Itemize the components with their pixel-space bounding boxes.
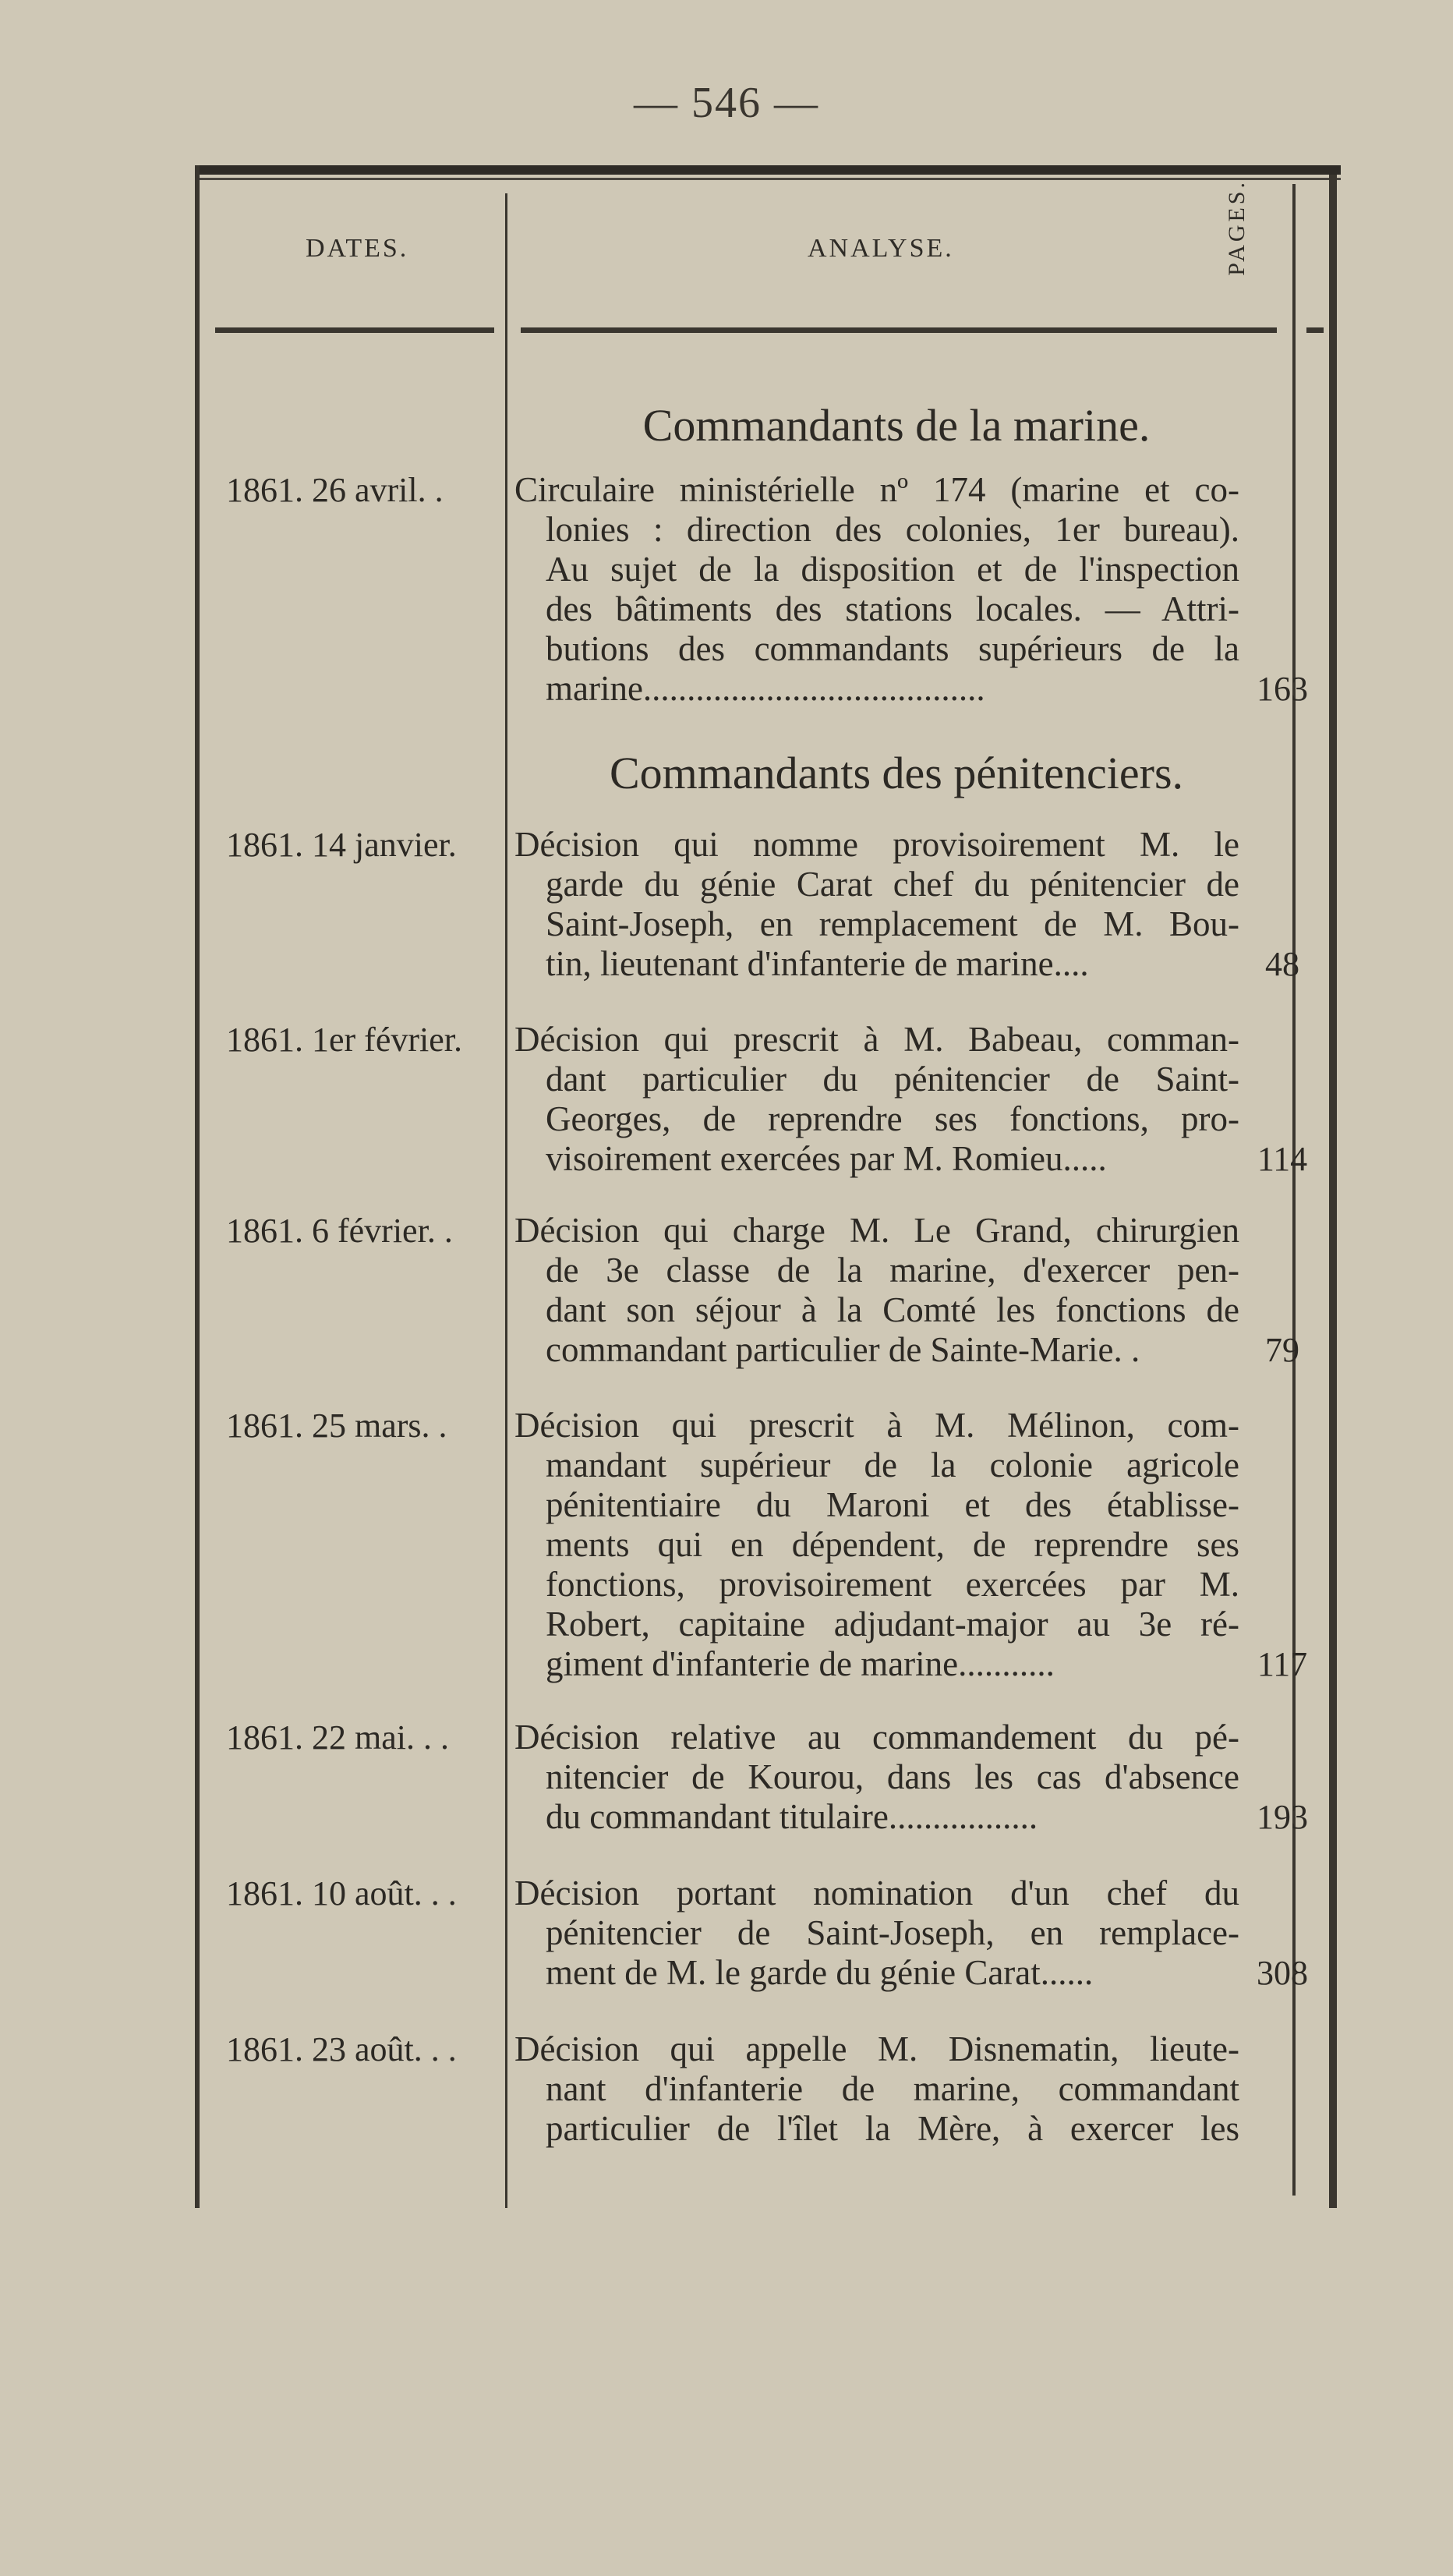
entry-line: Au sujet de la disposition et de l'inspection xyxy=(546,550,1239,589)
entry-line: nitencier de Kourou, dans les cas d'absence xyxy=(546,1757,1239,1796)
entry-line: Décision relative au commandement du pé- xyxy=(514,1718,1239,1757)
header-underline-dates xyxy=(215,327,494,333)
entry-page: 48 xyxy=(1265,945,1299,983)
entry-line: des bâtiments des stations locales. — Attri- xyxy=(546,589,1239,628)
entry-line: dant particulier du pénitencier de Saint- xyxy=(546,1060,1239,1099)
entry-line: fonctions, provisoirement exercées par M. xyxy=(546,1565,1239,1604)
header-underline-pages xyxy=(1306,327,1324,333)
entry-line: ments qui en dépendent, de reprendre ses xyxy=(546,1525,1239,1564)
entry-line: marine....................................... xyxy=(546,669,985,708)
column-header-pages: PAGES. xyxy=(1224,179,1250,276)
header-underline-analyse xyxy=(521,327,1277,333)
entry-line: dant son séjour à la Comté les fonctions de xyxy=(546,1290,1239,1329)
entry-line: Décision qui prescrit à M. Babeau, comman- xyxy=(514,1020,1239,1059)
entry-analysis xyxy=(514,1020,1239,1179)
entry-analysis xyxy=(514,1211,1239,1370)
entry-line: tin, lieutenant d'infanterie de marine.... xyxy=(546,944,1089,983)
entry-line: Circulaire ministérielle nº 174 (marine et co- xyxy=(514,470,1239,509)
table-left-border xyxy=(195,165,200,2208)
table-top-rule xyxy=(195,165,1341,175)
entry-line: Décision qui prescrit à M. Mélinon, com- xyxy=(514,1406,1239,1445)
entry-line: particulier de l'îlet la Mère, à exercer les xyxy=(546,2109,1239,2148)
entry-page: 163 xyxy=(1257,670,1308,708)
entry-date: 1861. 25 mars. . xyxy=(226,1407,447,1445)
entry-line: visoirement exercées par M. Romieu..... xyxy=(546,1139,1107,1178)
entry-line: giment d'infanterie de marine........... xyxy=(546,1644,1055,1683)
column-header-dates: DATES. xyxy=(306,234,409,263)
entry-page: 117 xyxy=(1257,1645,1308,1683)
entry-date: 1861. 22 mai. . . xyxy=(226,1718,449,1757)
entry-line: Saint-Joseph, en remplacement de M. Bou- xyxy=(546,904,1239,943)
entry-line: pénitentiaire du Maroni et des établisse- xyxy=(546,1485,1239,1524)
entry-line: Décision qui appelle M. Disnematin, lieute- xyxy=(514,2029,1239,2068)
column-header-analyse: ANALYSE. xyxy=(808,234,954,263)
entry-analysis xyxy=(514,825,1239,984)
entry-line: Georges, de reprendre ses fonctions, pro- xyxy=(546,1099,1239,1138)
page-number: — 546 — xyxy=(634,79,819,127)
entry-page: 193 xyxy=(1257,1798,1308,1836)
entry-line: nant d'infanterie de marine, commandant xyxy=(546,2069,1239,2108)
entry-analysis xyxy=(514,2029,1239,2149)
table-right-border xyxy=(1329,175,1337,2208)
section-title: Commandants des pénitenciers. xyxy=(609,748,1184,798)
entry-line: pénitencier de Saint-Joseph, en remplace- xyxy=(546,1913,1239,1952)
section-title: Commandants de la marine. xyxy=(642,400,1151,451)
entry-date: 1861. 23 août. . . xyxy=(226,2030,457,2068)
entry-line: Décision qui nomme provisoirement M. le xyxy=(514,825,1239,864)
entry-line: commandant particulier de Sainte-Marie. . xyxy=(546,1330,1140,1369)
entry-line: butions des commandants supérieurs de la xyxy=(546,629,1239,668)
entry-line: garde du génie Carat chef du pénitencier de xyxy=(546,865,1239,904)
entry-analysis xyxy=(514,1406,1239,1684)
entry-date: 1861. 1er février. xyxy=(226,1021,462,1059)
entry-line: Robert, capitaine adjudant-major au 3e ré- xyxy=(546,1605,1239,1644)
entry-analysis xyxy=(514,470,1239,709)
entry-line: de 3e classe de la marine, d'exercer pen- xyxy=(546,1251,1239,1290)
entry-line: ment de M. le garde du génie Carat...... xyxy=(546,1953,1094,1992)
entry-date: 1861. 14 janvier. xyxy=(226,826,457,864)
entry-line: lonies : direction des colonies, 1er bureau). xyxy=(546,510,1239,549)
entry-date: 1861. 10 août. . . xyxy=(226,1874,457,1913)
column-divider-pages xyxy=(1292,184,1296,2196)
table-top-rule-thin xyxy=(195,178,1341,180)
entry-page: 308 xyxy=(1257,1954,1308,1992)
entry-line: du commandant titulaire................. xyxy=(546,1797,1038,1836)
entry-page: 114 xyxy=(1257,1140,1308,1178)
entry-line: mandant supérieur de la colonie agricole xyxy=(546,1445,1239,1484)
entry-analysis xyxy=(514,1718,1239,1837)
entry-line: Décision portant nomination d'un chef du xyxy=(514,1874,1239,1913)
entry-line: Décision qui charge M. Le Grand, chirurgien xyxy=(514,1211,1239,1250)
entry-analysis xyxy=(514,1874,1239,1993)
entry-date: 1861. 6 février. . xyxy=(226,1212,453,1250)
entry-page: 79 xyxy=(1265,1331,1299,1369)
entry-date: 1861. 26 avril. . xyxy=(226,471,444,509)
